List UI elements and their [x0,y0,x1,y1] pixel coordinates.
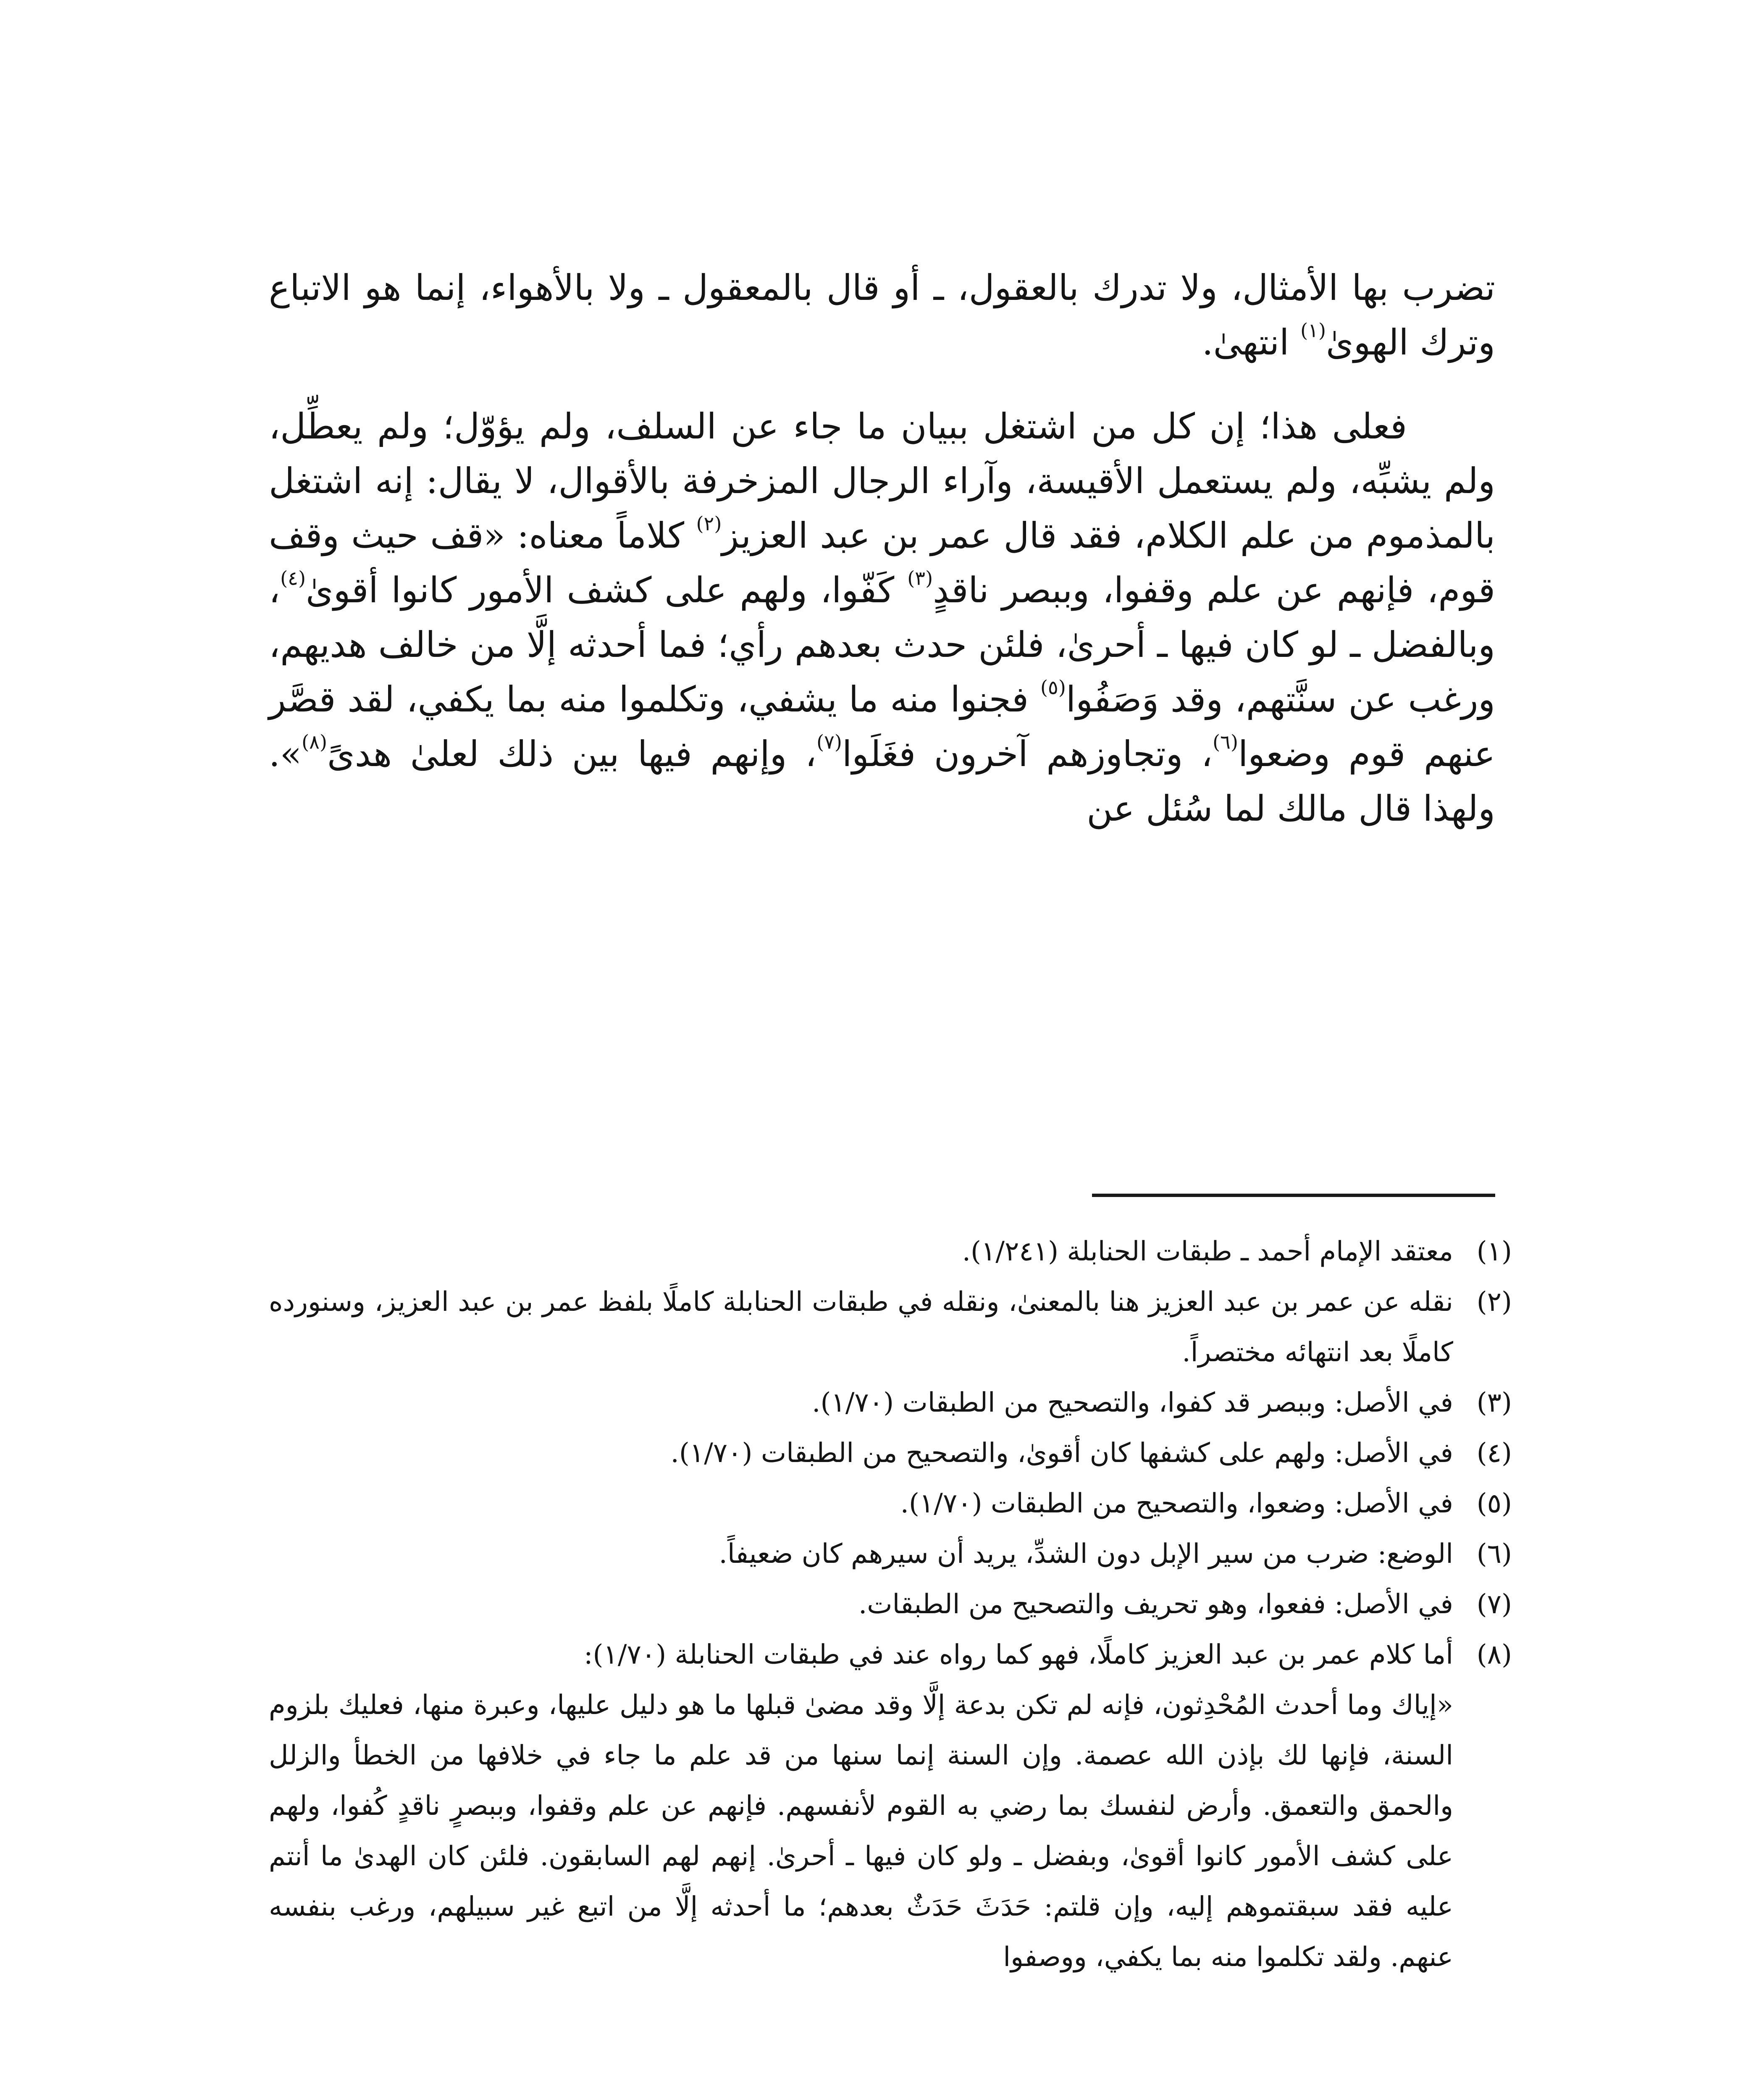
footnote [269,1478,1512,1529]
footnote-number: (٢) [1476,1286,1512,1318]
footnote-reference: (٢) [696,512,722,535]
footnote [269,1378,1512,1428]
footnote [269,1630,1512,1982]
paragraph [269,260,1495,370]
footnote-text: في الأصل: وببصر قد كفوا، والتصحيح من الطبقات (١/٧٠). [812,1387,1453,1418]
footnote-separator [1092,1194,1495,1197]
footnote-number: (٥) [1476,1488,1512,1519]
footnote-reference: (٨) [302,730,327,753]
footnote-reference: (٥) [1040,676,1066,699]
footnote-text: الوضع: ضرب من سير الإبل دون الشدِّ، يريد أن سيرهم كان ضعيفاً. [719,1538,1453,1570]
footnote-number: (٣) [1476,1387,1512,1418]
footnote [269,1226,1512,1277]
paragraph-text: ، وتجاوزهم آخرون فغَلَوا [842,733,1213,774]
footnote-number: (٦) [1476,1538,1512,1570]
footnote-intro: أما كلام عمر بن عبد العزيز كاملًا، فهو كما رواه عند في طبقات الحنابلة (١/٧٠): [583,1639,1453,1670]
footnote-reference: (٦) [1213,730,1238,753]
footnote-text: في الأصل: ولهم على كشفها كان أقوىٰ، والتصحيح من الطبقات (١/٧٠). [670,1438,1453,1469]
footnote [269,1579,1512,1630]
footnote [269,1428,1512,1478]
paragraph [269,399,1495,836]
footnote-text: معتقد الإمام أحمد ـ طبقات الحنابلة (١/٢٤١). [962,1236,1453,1267]
footnote-reference: (٧) [816,730,842,753]
paragraph-text: ، وبالفضل ـ لو كان فيها ـ أحرىٰ، فلئن حدث بعدهم رأي؛ فما أحدثه إلَّا من خالف هديهم، ورغب عن سنَّتهم، وقد وَصَفُوا [269,570,1495,720]
footnote-text: في الأصل: ففعوا، وهو تحريف والتصحيح من الطبقات. [858,1589,1453,1620]
paragraph-text: كَفّوا، ولهم على كشف الأمور كانوا أقوىٰ [306,570,908,611]
footnote-number: (٧) [1476,1589,1512,1620]
footnotes [269,1226,1512,1982]
footnote-number: (٤) [1476,1438,1512,1469]
footnote-number: (٨) [1476,1639,1512,1670]
paragraph-text: فعلى هذا؛ إن كل من اشتغل ببيان ما جاء عن السلف، ولم يؤوّل؛ ولم يعطِّل، ولم يشبِّه، ولم يستعمل الأقيسة، وآراء الرجال المزخرفة بالأقوال، لا يقال: إنه اشتغل بالمذموم من علم الكلام، فقد قال عمر بن عبد العزيز [269,406,1495,556]
footnote-text [269,1630,1453,1982]
footnote-text: في الأصل: وضعوا، والتصحيح من الطبقات (١/٧٠). [900,1488,1453,1519]
paragraph-text: فجنوا منه ما يشفي، وتكلموا منه بما يكفي، لقد قصَّر عنهم قوم وضعوا [269,679,1496,774]
paragraph-text: ، وإنهم فيها بين ذلك لعلىٰ هدىً [327,733,817,774]
footnote-text: نقله عن عمر بن عبد العزيز هنا بالمعنىٰ، ونقله في طبقات الحنابلة كاملًا بلفظ عمر بن عبد العزيز، وسنورده كاملًا بعد انتهائه مختصراً. [269,1286,1453,1368]
main-text [269,260,1495,836]
footnote-reference: (٤) [280,567,306,590]
footnote-reference: (٣) [907,567,933,590]
footnote [269,1277,1512,1378]
paragraph-text: تضرب بها الأمثال، ولا تدرك بالعقول، ـ أو قال بالمعقول ـ ولا بالأهواء، إنما هو الاتباع وترك الهوىٰ [269,267,1495,363]
footnote [269,1529,1512,1579]
footnote-reference: (١) [1300,319,1326,342]
paragraph-text: انتهىٰ. [1202,322,1301,363]
footnote-quote: «إياك وما أحدث المُحْدِثون، فإنه لم تكن بدعة إلَّا وقد مضىٰ قبلها ما هو دليل عليها، وعبرة منها، فعليك بلزوم السنة، فإنها لك بإذن الله عصمة. وإن السنة إنما سنها من قد علم ما جاء في خلافها من الخطأ والزلل والحمق والتعمق. وأرض لنفسك بما رضي به القوم لأنفسهم. فإنهم عن علم وقفوا، وببصرٍ ناقدٍ كُفوا، ولهم على كشف الأمور كانوا أقوىٰ، وبفضل ـ ولو كان فيها ـ أحرىٰ. إنهم لهم السابقون. فلئن كان الهدىٰ ما أنتم عليه فقد سبقتموهم إليه، وإن قلتم: حَدَثَ حَدَثٌ بعدهم؛ ما أحدثه إلَّا من اتبع غير سبيلهم، ورغب بنفسه عنهم. ولقد تكلموا منه بما يكفي، ووصفوا [269,1690,1454,1973]
footnote-number: (١) [1476,1236,1512,1267]
paragraph-text: ». ولهذا قال مالك لما سُئل عن [269,733,1495,829]
paragraph-text: كلاماً معناه: «قف حيث وقف قوم، فإنهم عن علم وقفوا، وببصر ناقدٍ [269,515,1495,611]
